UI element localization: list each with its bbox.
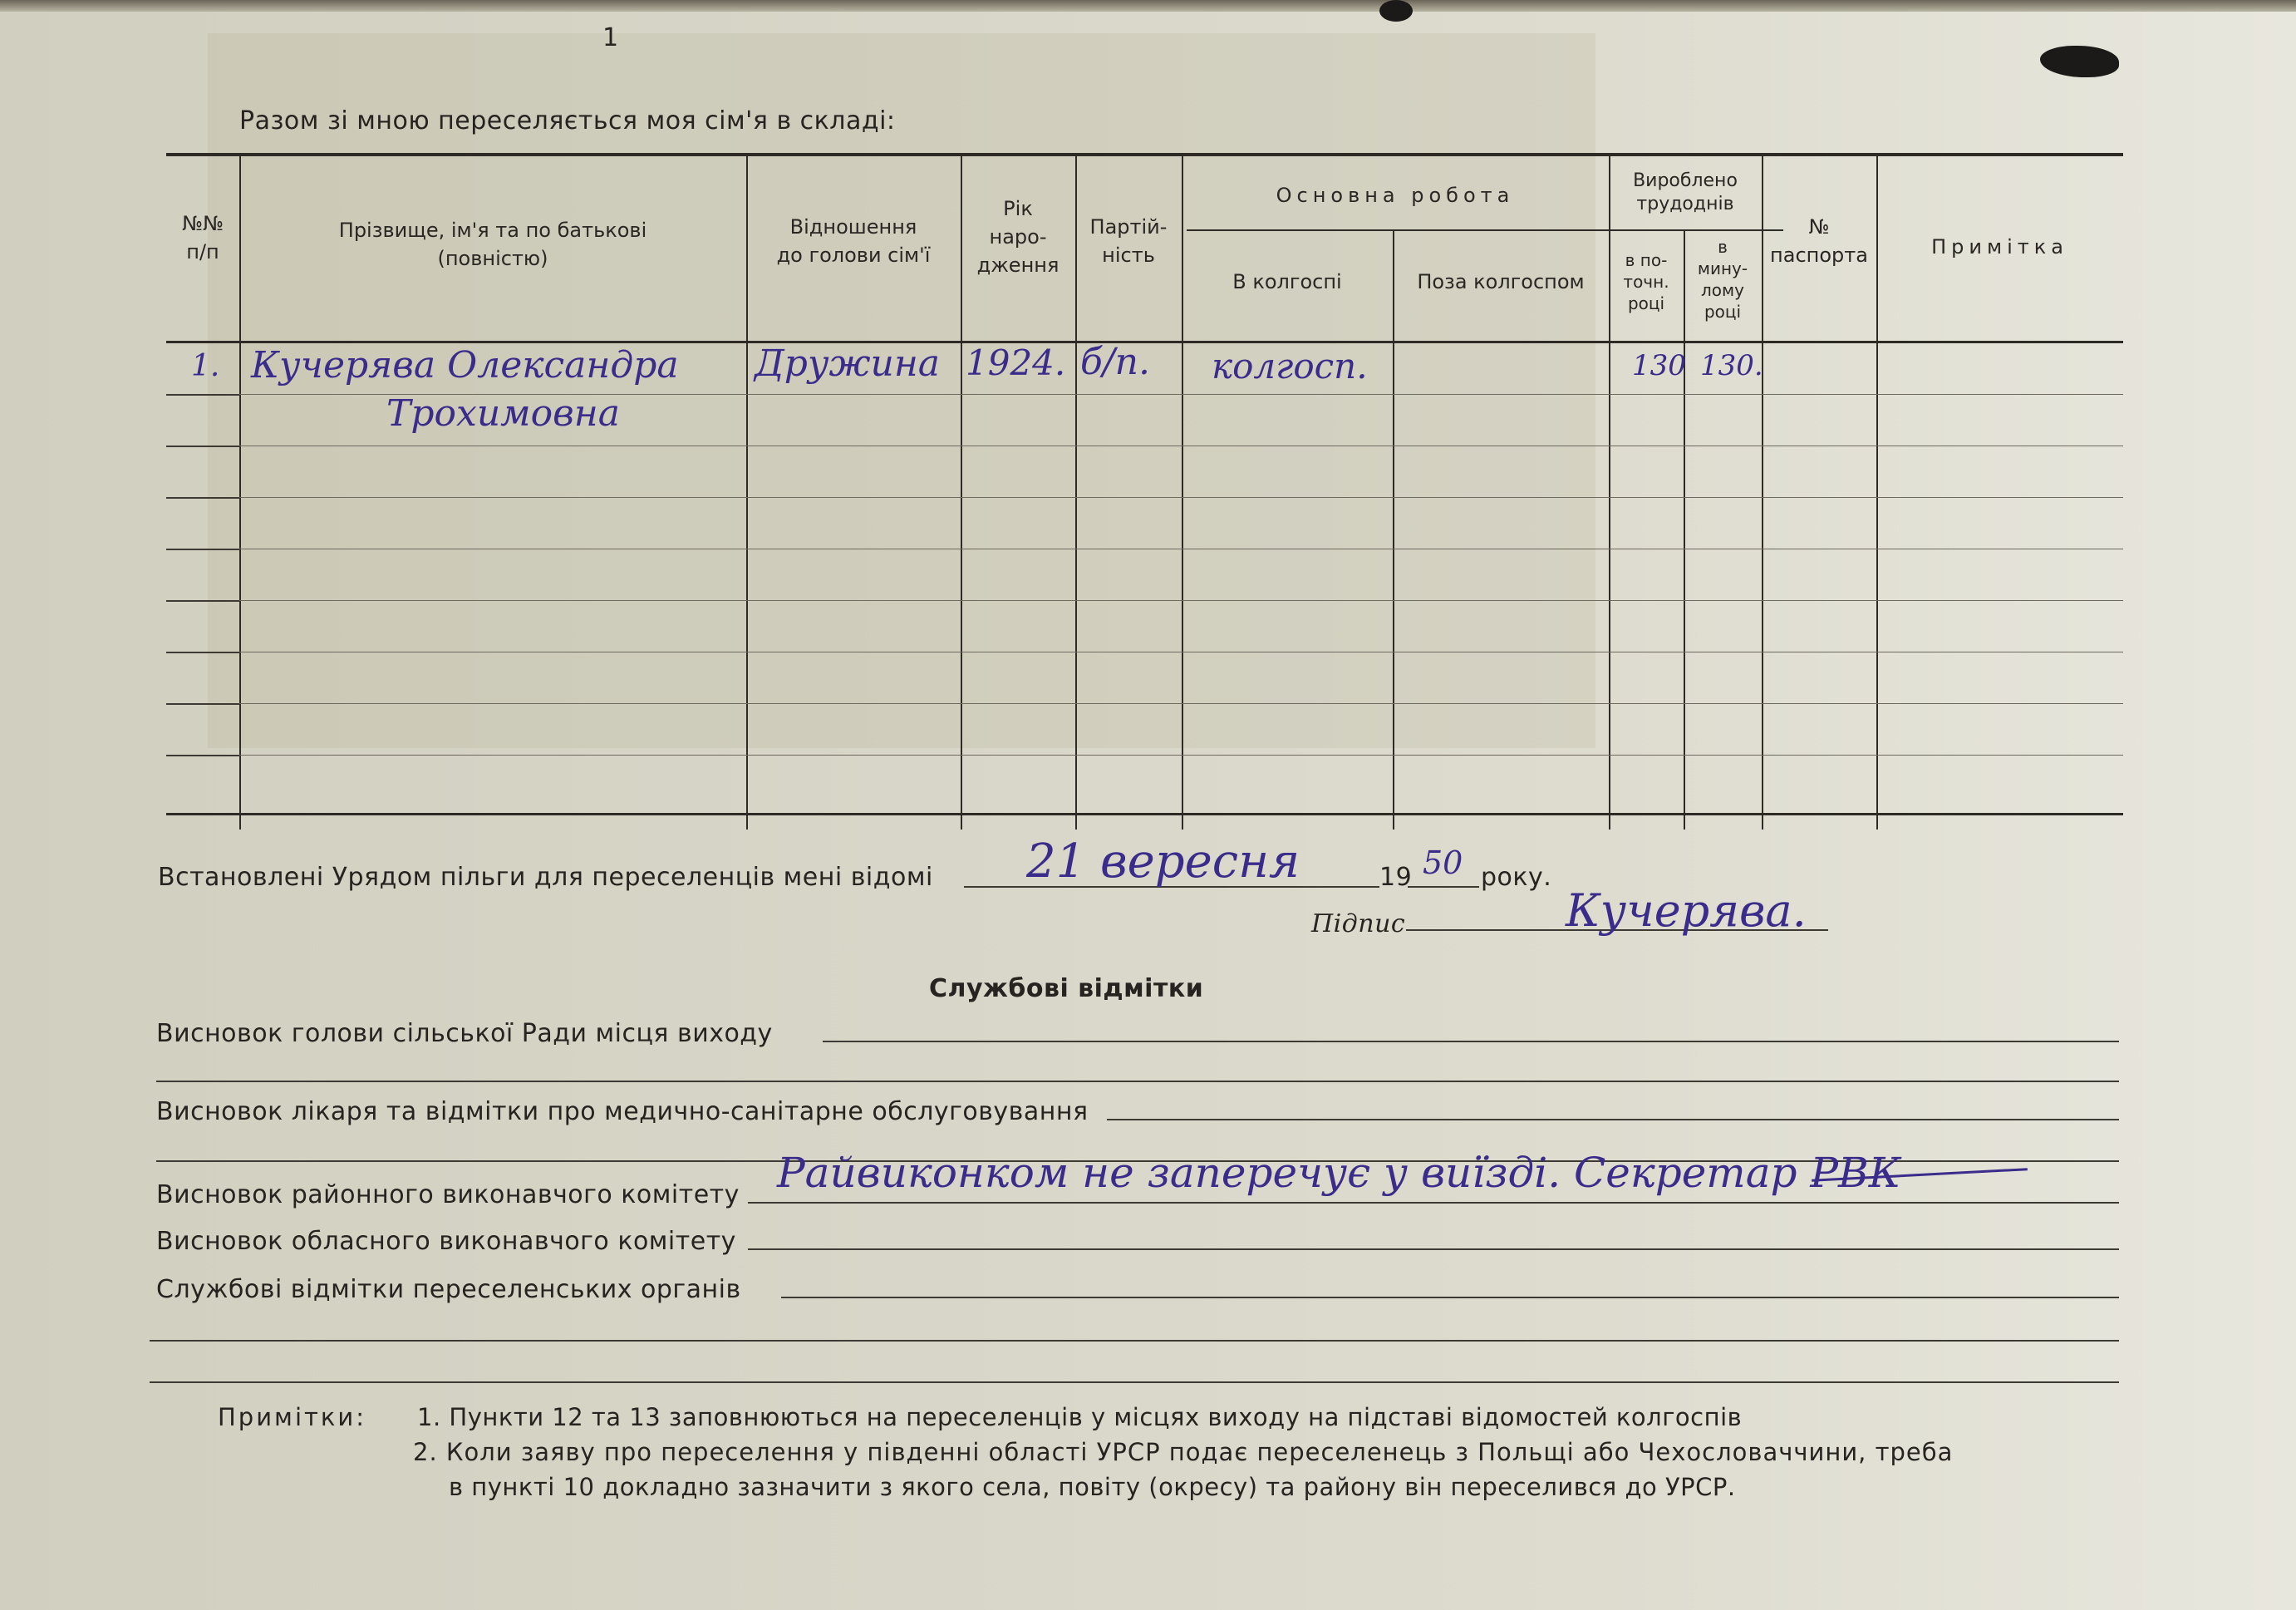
- benefits-text: Встановлені Урядом пільги для переселенців мені відомі: [158, 863, 933, 892]
- header-party: Партій- ність: [1089, 215, 1168, 267]
- note-2-line2: в пункті 10 докладно зазначити з якого села, повіту (окресу) та району він переселився до УРСР.: [449, 1473, 1736, 1501]
- main-work-rule: [1187, 229, 1783, 231]
- punch-hole: [1379, 0, 1413, 22]
- row-line: [239, 755, 2123, 756]
- row1-patronymic: Трохимовна: [386, 392, 620, 435]
- header-relation: Відношення до голови сім'ї: [776, 215, 931, 267]
- col-divider: [1182, 153, 1183, 830]
- official-line-doctor: Висновок лікаря та відмітки про медично-санітарне обслуговування: [156, 1097, 1089, 1126]
- official-line-village: Висновок голови сільської Ради місця виходу: [156, 1019, 773, 1048]
- row-dash: [166, 549, 239, 550]
- raion-conclusion-handwritten: Райвиконком не заперечує у виїзді. Секретар РВК: [777, 1149, 1901, 1197]
- fill-line: [156, 1081, 2119, 1082]
- page-number: 1: [602, 23, 619, 52]
- official-line-oblast: Висновок обласного виконавчого комітету: [156, 1227, 736, 1256]
- note-2-line1: 2. Коли заяву про переселення у південні області УРСР подає переселенець з Польщі або Чехословаччини, треба: [413, 1438, 1954, 1466]
- header-no: №№ п/п: [182, 212, 224, 263]
- family-table: [166, 153, 2123, 830]
- table-top-rule: [166, 153, 2123, 156]
- row1-in-kolkhoz: колгосп.: [1212, 346, 1368, 386]
- signature: Кучерява.: [1566, 884, 1807, 937]
- row1-party: б/п.: [1080, 341, 1151, 383]
- torn-top-edge: [0, 0, 2296, 12]
- header-current-year: в по- точн. році: [1623, 250, 1669, 313]
- header-year: Рік наро- дження: [976, 197, 1060, 277]
- row1-last-year: 130.: [1700, 349, 1763, 382]
- fill-line: [1107, 1119, 2119, 1120]
- row-line: [239, 703, 2123, 704]
- header-note: Примітка: [1931, 235, 2068, 258]
- row-dash: [166, 652, 239, 653]
- row-dash: [166, 755, 239, 756]
- header-outside-kolkhoz: Поза колгоспом: [1417, 270, 1585, 293]
- col-divider: [1393, 229, 1394, 830]
- row-dash: [166, 394, 239, 396]
- fill-line: [150, 1340, 2119, 1342]
- row-dash: [166, 600, 239, 602]
- signature-label: Підпис: [1311, 909, 1406, 938]
- official-line-raion: Висновок районного виконавчого комітету: [156, 1180, 740, 1209]
- year-underline: [1408, 886, 1479, 888]
- year-prefix: 19: [1379, 863, 1413, 892]
- header-workdays: Вироблено трудоднів: [1633, 170, 1738, 214]
- header-name: Прізвище, ім'я та по батькові (повністю): [338, 219, 647, 270]
- row1-current-year: 130: [1632, 349, 1686, 382]
- fill-line: [748, 1248, 2119, 1250]
- notes-label: Примітки:: [218, 1403, 367, 1431]
- handwritten-year: 50: [1423, 844, 1463, 881]
- fill-line: [150, 1381, 2119, 1383]
- row1-no: 1.: [191, 349, 220, 383]
- row-line: [239, 600, 2123, 601]
- row-dash: [166, 446, 239, 447]
- note-1: 1. Пункти 12 та 13 заповнюються на переселенців у місцях виходу на підставі відомостей колгоспів: [417, 1403, 1743, 1431]
- header-main-work: Основна робота: [1276, 184, 1515, 207]
- header-last-year: в мину- лому році: [1697, 237, 1748, 322]
- header-passport: № паспорта: [1770, 215, 1868, 267]
- fill-line: [781, 1297, 2119, 1298]
- row-dash: [166, 703, 239, 705]
- year-word: року.: [1481, 863, 1552, 892]
- fill-line: [823, 1041, 2119, 1042]
- row1-name: Кучерява Олександра: [251, 344, 679, 386]
- official-title: Службові відмітки: [929, 974, 1204, 1003]
- fill-line: [748, 1202, 2119, 1204]
- handwritten-date: 21 вересня: [1026, 835, 1300, 889]
- row1-relation: Дружина: [755, 342, 941, 385]
- official-line-resettlement: Службові відмітки переселенських органів: [156, 1275, 741, 1304]
- header-in-kolkhoz: В колгоспі: [1232, 270, 1342, 293]
- row1-year: 1924.: [966, 342, 1066, 383]
- table-bottom-rule: [166, 813, 2123, 815]
- family-intro: Разом зі мною переселяється моя сім'я в складі:: [239, 106, 896, 135]
- punch-hole: [2040, 46, 2119, 77]
- row-line: [239, 497, 2123, 498]
- row-dash: [166, 497, 239, 499]
